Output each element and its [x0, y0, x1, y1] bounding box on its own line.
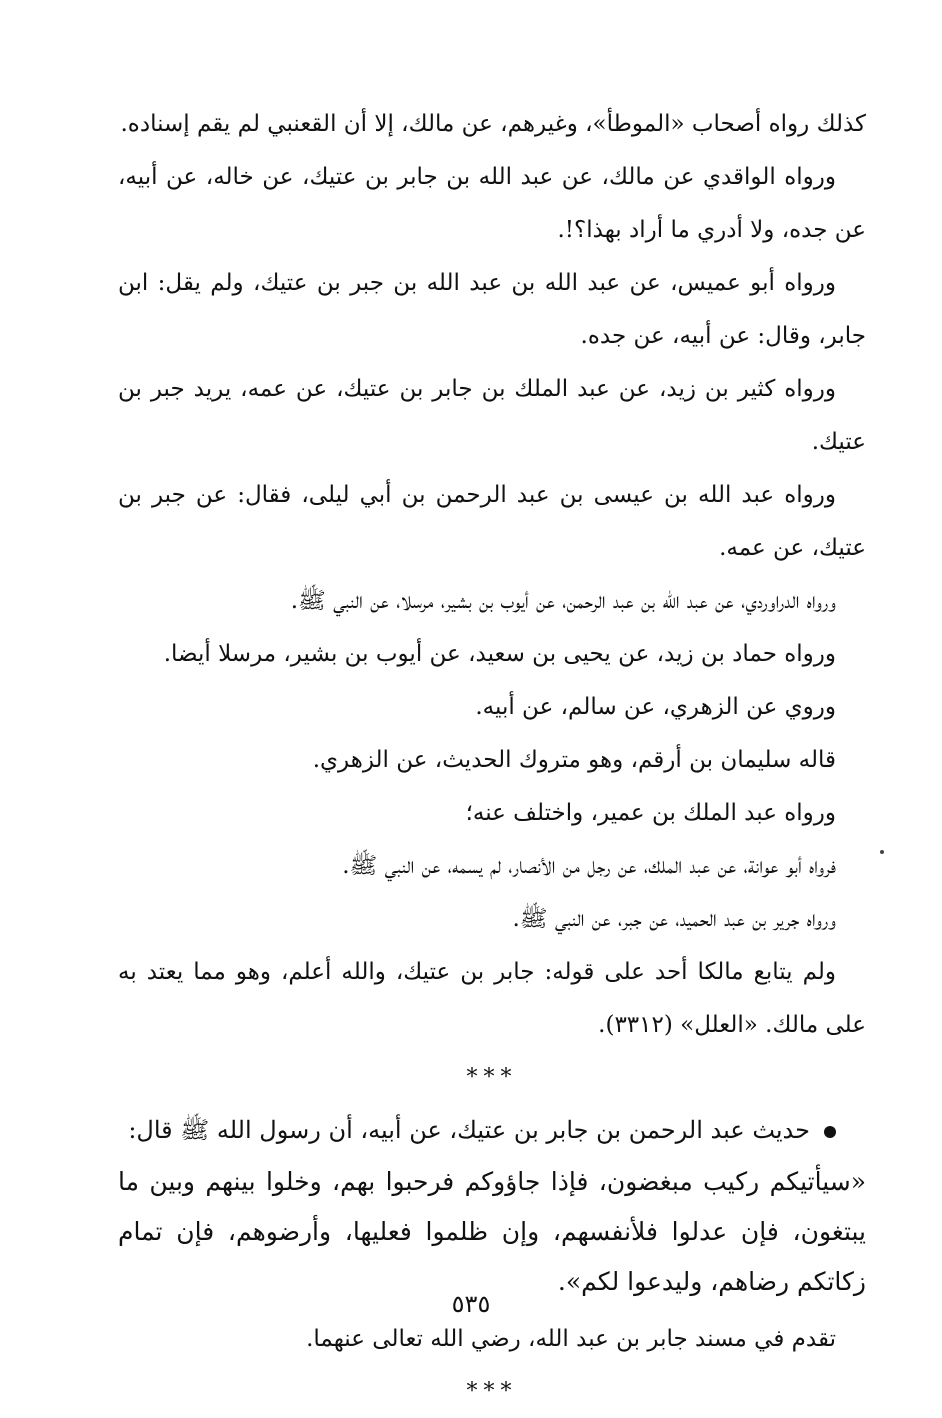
hadith-intro: حديث عبد الرحمن بن جابر بن عتيك، عن أبيه، أن رسول الله ﷺ قال:	[128, 1116, 810, 1144]
hadith-block	[118, 1104, 866, 1307]
paragraph-9: قاله سليمان بن أرقم، وهو متروك الحديث، عن الزهري.	[312, 747, 836, 773]
paragraph-6: ورواه الدراوردي، عن عبد الله بن عبد الرحمن، عن أيوب بن بشير، مرسلا، عن النبي ﷺ.	[290, 588, 836, 614]
paragraph-4: ورواه كثير بن زيد، عن عبد الملك بن جابر بن عتيك، عن عمه، يريد جبر بن عتيك.	[118, 376, 866, 455]
hadith-intro-line	[118, 1104, 866, 1157]
cross-reference-note: تقدم في مسند جابر بن عبد الله، رضي الله تعالى عنهما.	[306, 1326, 836, 1352]
page-body	[118, 98, 866, 1418]
paragraph-7: ورواه حماد بن زيد، عن يحيى بن سعيد، عن أيوب بن بشير، مرسلا أيضا.	[163, 641, 836, 667]
paragraph-11: فرواه أبو عوانة، عن عبد الملك، عن رجل من الأنصار، لم يسمه، عن النبي ﷺ.	[342, 853, 836, 879]
paragraph-12: ورواه جرير بن عبد الحميد، عن جبر، عن النبي ﷺ.	[512, 906, 836, 932]
section-separator-top: ***	[466, 1065, 518, 1090]
paragraph-8: وروي عن الزهري، عن سالم، عن أبيه.	[475, 694, 836, 720]
paragraph-13: ولم يتابع مالكا أحد على قوله: جابر بن عتيك، والله أعلم، وهو مما يعتد به على مالك. «العلل» (٣٣١٢).	[118, 959, 866, 1038]
margin-speck	[880, 850, 884, 854]
paragraph-10: ورواه عبد الملك بن عمير، واختلف عنه؛	[465, 800, 836, 826]
paragraph-5: ورواه عبد الله بن عيسى بن عبد الرحمن بن أبي ليلى، فقال: عن جبر بن عتيك، عن عمه.	[118, 482, 866, 561]
paragraph-2: ورواه الواقدي عن مالك، عن عبد الله بن جابر بن عتيك، عن خاله، عن أبيه، عن جده، ولا أدري ما أراد بهذا؟!.	[118, 164, 866, 243]
bullet-icon	[824, 1126, 836, 1138]
paragraph-3: ورواه أبو عميس، عن عبد الله بن عبد الله بن جبر بن عتيك، ولم يقل: ابن جابر، وقال: عن أبيه، عن جده.	[118, 270, 866, 349]
section-separator-bottom: ***	[466, 1379, 518, 1404]
paragraph-1: كذلك رواه أصحاب «الموطأ»، وغيرهم، عن مالك، إلا أن القعنبي لم يقم إسناده.	[120, 111, 866, 137]
page-number: ٥٣٥	[451, 1290, 491, 1318]
hadith-text: «سيأتيكم ركيب مبغضون، فإذا جاؤوكم فرحبوا بهم، وخلوا بينهم وبين ما يبتغون، فإن عدلوا فلأنفسهم، وإن ظلموا فعليها، وأرضوهم، فإن تمام زكاتكم رضاهم، وليدعوا لكم».	[118, 1167, 866, 1296]
